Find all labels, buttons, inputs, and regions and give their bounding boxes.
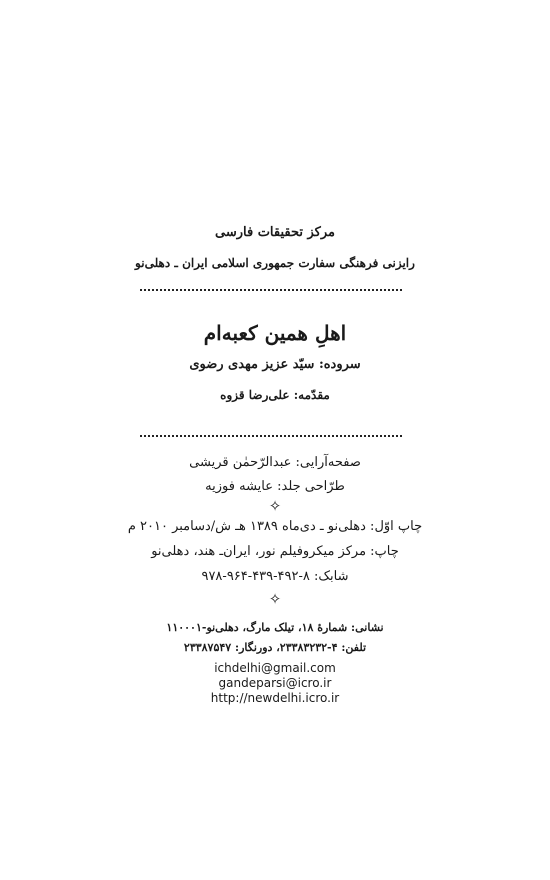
isbn: شابک: ۸-۴۹۲-۴۳۹-۹۶۴-۹۷۸: [201, 569, 349, 584]
sparkle-icon: ✧: [268, 497, 282, 515]
phone-fax: تلفن: ۴-۲۳۳۸۳۲۳۲، دورنگار: ۲۳۳۸۷۵۴۷: [183, 641, 367, 654]
layout-credit: صفحه‌آرایی: عبدالرّحمٰن قریشی: [189, 455, 361, 470]
email-link-1[interactable]: ichdelhi@gmail.com: [214, 661, 336, 675]
dotted-divider-top: [140, 289, 402, 291]
first-print-info: چاپ اوّل: دهلی‌نو ـ دی‌ماه ۱۳۸۹ هـ ش/دسامبر ۲۰۱۰ م: [127, 519, 423, 534]
dotted-divider-bottom: [140, 435, 402, 437]
organization-name: رایزنی فرهنگی سفارت جمهوری اسلامی ایران ـ دهلی‌نو: [135, 256, 415, 270]
cover-design-credit: طرّاحی جلد: عایشه فوزیه: [205, 479, 345, 494]
printer-info: چاپ: مرکز میکروفیلم نور، ایران‌ـ هند، دهلی‌نو: [151, 544, 399, 559]
poet-credit: سروده: سیّد عزیز مهدی رضوی: [189, 357, 361, 372]
introduction-credit: مقدّمه: علی‌رضا قزوه: [220, 388, 330, 402]
center-name: مرکز تحقیقات فارسی: [214, 225, 335, 240]
address: نشانی: شمارهٔ ۱۸، تیلک مارگ، دهلی‌نو-۱۱۰۰۰۱: [166, 621, 384, 634]
email-link-2[interactable]: gandeparsi@icro.ir: [218, 676, 332, 690]
book-title: اهلِ همین کعبه‌ام: [203, 321, 347, 345]
sparkle-icon: ✧: [268, 590, 282, 608]
website-link[interactable]: http://newdelhi.icro.ir: [210, 691, 340, 705]
